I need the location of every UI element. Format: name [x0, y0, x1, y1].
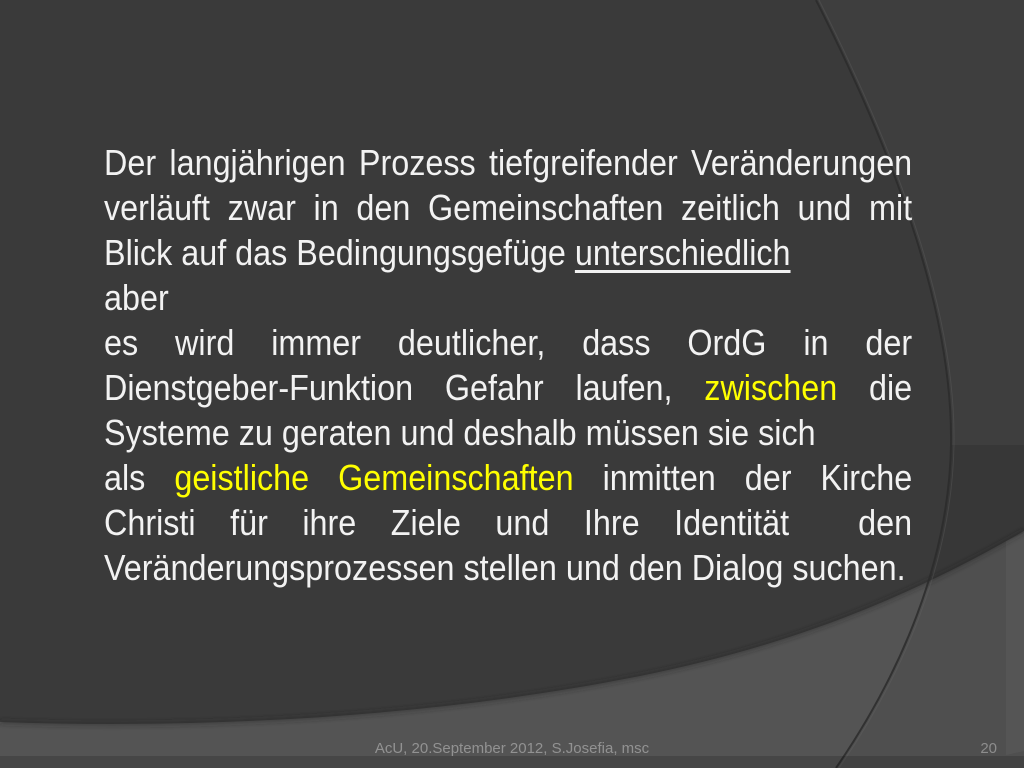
text-word: in [313, 187, 339, 228]
text-line [104, 275, 912, 320]
text-line [104, 545, 912, 590]
text-word: Gemeinschaften [338, 457, 574, 498]
text-line [104, 185, 912, 230]
text-word: Ziele [390, 502, 461, 543]
text-word: dass [582, 322, 651, 363]
text-word: für [230, 502, 268, 543]
right-edge-strip [1006, 533, 1024, 755]
text-word: Christi [104, 502, 196, 543]
text-word: geistliche [174, 457, 310, 498]
paragraph [104, 140, 912, 275]
paragraph [104, 320, 912, 455]
text-segment: Blick auf das Bedingungsgefüge [104, 232, 575, 273]
text-word: Gefahr [444, 367, 544, 408]
text-word: es [104, 322, 139, 363]
text-word: Gemeinschaften [427, 187, 664, 228]
text-word: in [803, 322, 829, 363]
text-line [104, 230, 912, 275]
text-word: Prozess [358, 142, 476, 183]
text-word: zwischen [704, 367, 838, 408]
text-word: mit [869, 187, 913, 228]
text-word: Der [104, 142, 157, 183]
text-word: langjährigen [169, 142, 346, 183]
body-text-block [104, 140, 912, 590]
text-segment: Veränderungsprozessen stellen und den Dialog suchen. [104, 547, 906, 588]
slide-page-number: 20 [980, 740, 997, 757]
text-line [104, 455, 912, 500]
text-word: der [744, 457, 792, 498]
text-word: den [356, 187, 411, 228]
text-word: den [858, 502, 913, 543]
text-word: Veränderungen [691, 142, 913, 183]
text-word: der [865, 322, 913, 363]
text-word: die [869, 367, 913, 408]
text-line [104, 410, 912, 455]
text-line [104, 320, 912, 365]
text-line [104, 365, 912, 410]
text-word: wird [175, 322, 235, 363]
text-word: zwar [227, 187, 296, 228]
text-word: tiefgreifender [489, 142, 678, 183]
text-word: zeitlich [681, 187, 780, 228]
text-word: immer [271, 322, 362, 363]
text-word: Identität [674, 502, 790, 543]
text-line [104, 140, 912, 185]
text-word: und [797, 187, 852, 228]
text-word: ihre [302, 502, 357, 543]
text-segment: Systeme zu geraten und deshalb müssen sie sich [104, 412, 816, 453]
text-word: und [495, 502, 550, 543]
text-word: inmitten [602, 457, 716, 498]
text-word: Ihre [583, 502, 640, 543]
text-segment: unterschiedlich [574, 232, 791, 273]
text-line [104, 500, 912, 545]
text-word: verläuft [104, 187, 211, 228]
text-segment: aber [104, 277, 169, 318]
footer-text: AcU, 20.September 2012, S.Josefia, msc [374, 740, 650, 757]
text-word: OrdG [687, 322, 767, 363]
text-word: laufen, [575, 367, 673, 408]
text-word: deutlicher, [397, 322, 546, 363]
paragraph [104, 275, 912, 320]
text-word: als [104, 457, 146, 498]
text-word: Dienstgeber-Funktion [104, 367, 414, 408]
text-word: Kirche [820, 457, 913, 498]
paragraph [104, 455, 912, 590]
